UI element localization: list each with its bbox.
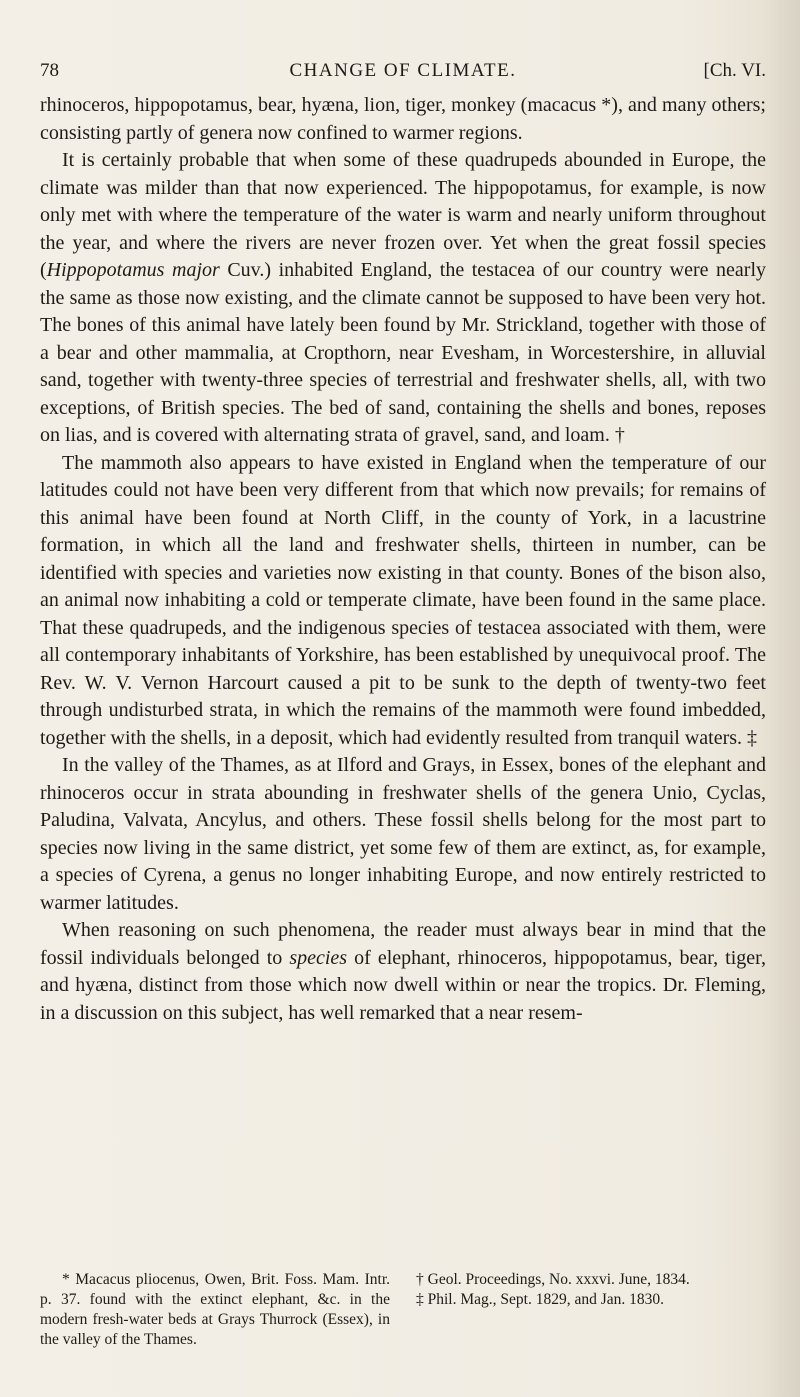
text-run: It is certainly probable that when some of these quadrupeds abounded in Europe, the climate was milder than that now experienced. The hippopotamus, for example, is now only met with where the temperature of the water is warm and nearly uniform throughout the year, and where the rivers are never frozen over. Yet when the great fossil species ( (40, 149, 766, 281)
footnote-macacus: * Macacus pliocenus, Owen, Brit. Foss. Mam. Intr. p. 37. found with the extinct elephant, &c. in the modern fresh-water beds at Grays Thurrock (Essex), in the valley of the Thames. (40, 1271, 390, 1348)
italic-species-name: Hippopotamus major (46, 259, 220, 281)
text-run: rhinoceros, hippopotamus, bear, hyæna, lion, tiger, monkey (macacus *), and many others; consisting partly of genera now confined to warmer regions. (40, 94, 766, 144)
running-header (40, 60, 766, 86)
body-text (40, 92, 766, 1027)
paragraph-3 (40, 450, 766, 753)
footnote-phil-mag: ‡ Phil. Mag., Sept. 1829, and Jan. 1830. (416, 1291, 664, 1308)
text-run: When reasoning on such phenomena, the reader must always bear in mind that the fossil individuals belonged to (40, 919, 766, 969)
chapter-marker: [Ch. VI. (703, 60, 766, 81)
paragraph-1 (40, 92, 766, 147)
running-title: CHANGE OF CLIMATE. (289, 60, 517, 81)
italic-emphasis: species (289, 946, 348, 969)
page-number: 78 (40, 60, 59, 81)
footnotes (40, 1270, 766, 1350)
text-run: The mammoth also appears to have existed in England when the temperature of our latitudes could not have been very different from that which now prevails; for remains of this animal have been found at North Cliff, in the county of York, in a lacustrine formation, in which all the land and freshwater shells, thirteen in number, can be identified with species and varieties now existing in that county. Bones of the bison also, an animal now inhabiting a cold or temperate climate, have been found in the same place. That these quadrupeds, and the indigenous species of testacea associated with them, were all contemporary inhabitants of Yorkshire, has been established by unequivocal proof. The Rev. W. V. Vernon Harcourt caused a pit to be sunk to the depth of twenty-two feet through undisturbed strata, in which the remains of the mammoth were found imbedded, together with the shells, in a deposit, which had evidently resulted from tranquil waters. ‡ (40, 451, 766, 749)
paragraph-2 (40, 147, 766, 450)
footnote-geol-proceedings: † Geol. Proceedings, No. xxxvi. June, 1834. (416, 1271, 690, 1288)
paragraph-5 (40, 917, 766, 1027)
footnote-column-left (40, 1270, 390, 1350)
footnote-column-right (416, 1270, 766, 1350)
text-run: Cuv.) inhabited England, the testacea of our country were nearly the same as those now existing, and the climate cannot be supposed to have been very hot. The bones of this animal have lately been found by Mr. Strickland, together with those of a bear and other mammalia, at Cropthorn, near Evesham, in Worcestershire, in alluvial sand, together with twenty-three species of terrestrial and freshwater shells, all, with two exceptions, of British species. The bed of sand, containing the shells and bones, reposes on lias, and is covered with alternating strata of gravel, sand, and loam. † (40, 259, 766, 446)
text-run: of elephant, rhinoceros, hippopotamus, bear, tiger, and hyæna, distinct from those which now dwell within or near the tropics. Dr. Fleming, in a discussion on this subject, has well remarked that a near resem- (40, 946, 766, 1024)
text-run: In the valley of the Thames, as at Ilford and Grays, in Essex, bones of the elephant and rhinoceros occur in strata abounding in freshwater shells of the genera Unio, Cyclas, Paludina, Valvata, Ancylus, and others. These fossil shells belong for the most part to species now living in the same district, yet some few of them are extinct, as, for example, a species of Cyrena, a genus no longer inhabiting Europe, and now entirely restricted to warmer latitudes. (40, 754, 766, 914)
paragraph-4 (40, 752, 766, 917)
